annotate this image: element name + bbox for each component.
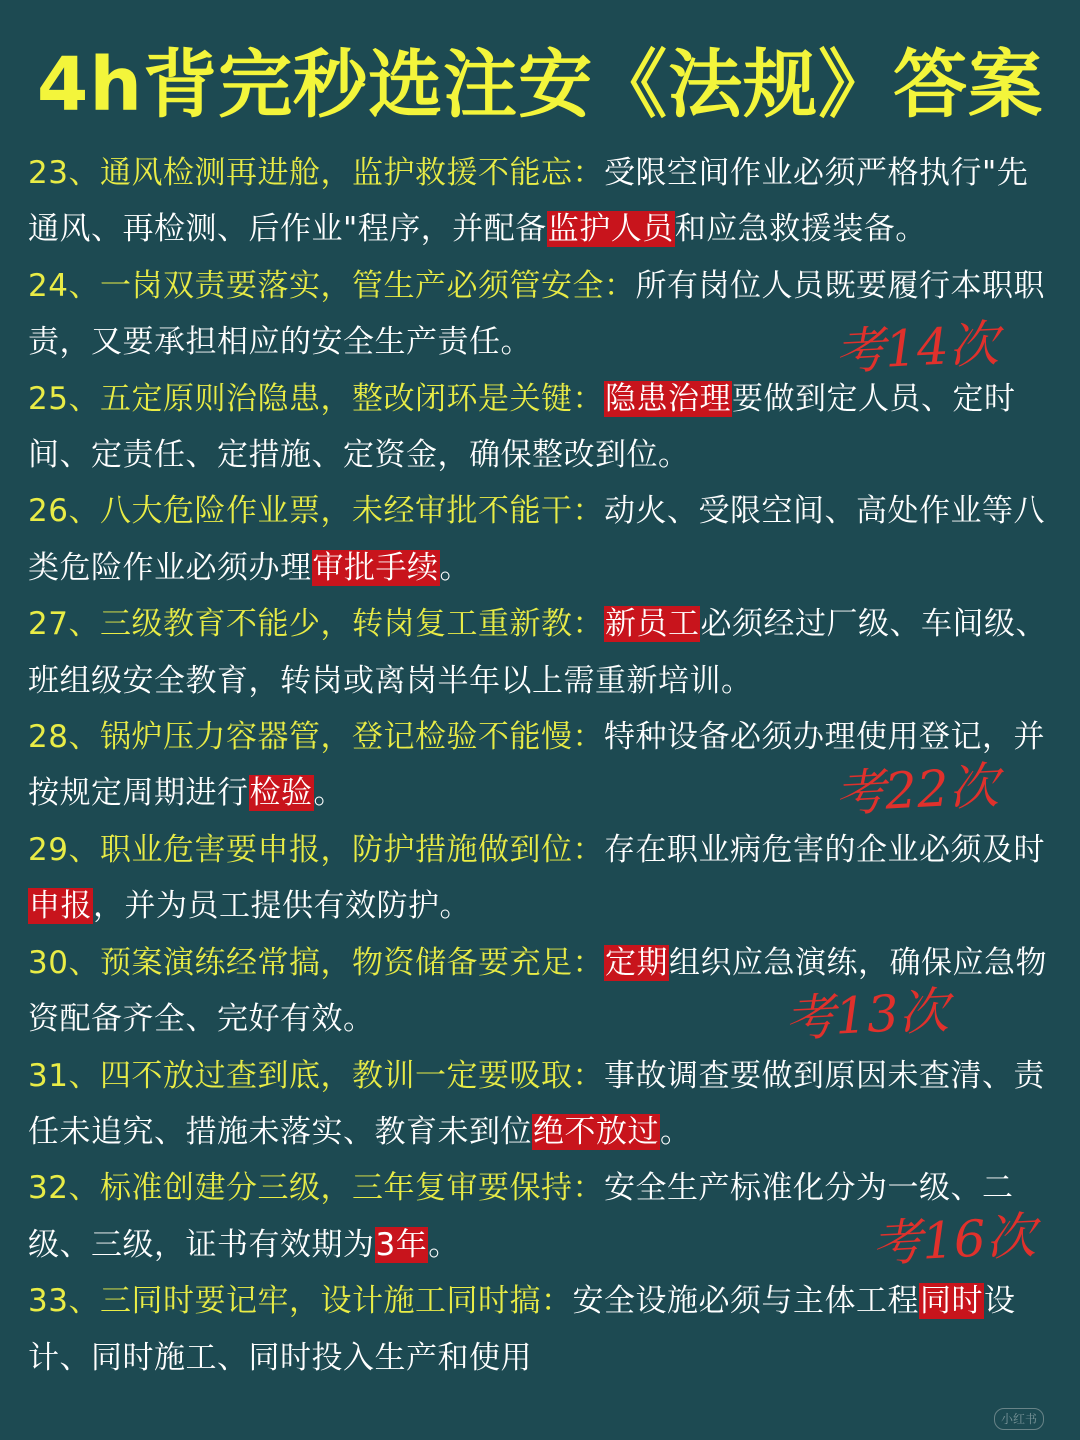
handwritten-note: 考16次 <box>870 1206 1038 1274</box>
item-text-after: 设计、同时施工、同时投入生产和使用 <box>28 1283 1016 1376</box>
handwritten-note: 考14次 <box>833 314 1001 382</box>
item-key: 29、职业危害要申报，防护措施做到位： <box>28 831 604 868</box>
item-highlight: 绝不放过 <box>533 1113 659 1150</box>
item-text: 安全设施必须与主体工程 <box>572 1283 919 1320</box>
list-item <box>28 483 1052 596</box>
item-text-after: 和应急救援装备。 <box>674 211 927 248</box>
item-text-after: 。 <box>660 1113 692 1150</box>
item-key: 28、锅炉压力容器管，登记检验不能慢： <box>28 719 604 756</box>
item-text-after: 。 <box>428 1226 460 1263</box>
item-key: 25、五定原则治隐患，整改闭环是关键： <box>28 380 604 417</box>
item-text: 受限空间作业必须严格执行"先通风、再检测、后作业"程序，并配备 <box>28 155 1029 248</box>
item-text-after: 组织应急演练，确保应急物资配备齐全、完好有效。 <box>28 944 1047 1038</box>
handwritten-note: 考22次 <box>833 756 1001 824</box>
list-item <box>28 822 1052 935</box>
item-highlight: 3年 <box>375 1226 428 1263</box>
handwritten-note: 考13次 <box>783 981 951 1049</box>
item-text: 安全生产标准化分为一级、二级、三级，证书有效期为 <box>28 1170 1014 1263</box>
list-item <box>28 596 1052 709</box>
item-key: 33、三同时要记牢，设计施工同时搞： <box>28 1283 573 1320</box>
item-highlight: 同时 <box>919 1283 983 1320</box>
item-highlight: 隐患治理 <box>604 380 731 417</box>
item-highlight: 审批手续 <box>312 549 439 586</box>
item-key: 30、预案演练经常搞，物资储备要充足： <box>28 944 604 981</box>
item-text-after: 。 <box>313 775 345 812</box>
item-text: 所有岗位人员既要履行本职职责，又要承担相应的安全生产责任。 <box>28 267 1045 361</box>
item-highlight: 检验 <box>249 775 313 812</box>
page-title: 4h背完秒选注安《法规》答案 <box>36 42 1044 128</box>
item-text-after: 要做到定人员、定时间、定责任、定措施、定资金，确保整改到位。 <box>28 380 1016 474</box>
item-key: 32、标准创建分三级，三年复审要保持： <box>28 1170 604 1207</box>
item-text: 事故调查要做到原因未查清、责任未追究、措施未落实、教育未到位 <box>28 1057 1045 1150</box>
list-item <box>28 371 1052 484</box>
item-text: 动火、受限空间、高处作业等八类危险作业必须办理 <box>28 493 1045 586</box>
list-item <box>28 145 1052 258</box>
item-highlight: 申报 <box>29 888 92 925</box>
item-text-after: 。 <box>439 549 471 586</box>
item-highlight: 定期 <box>604 944 668 981</box>
list-item <box>28 1273 1052 1386</box>
item-key: 27、三级教育不能少，转岗复工重新教： <box>28 606 604 643</box>
list-item <box>28 1048 1052 1161</box>
item-text-after: ，并为员工提供有效防护。 <box>93 888 471 925</box>
item-key: 23、通风检测再进舱，监护救援不能忘： <box>28 155 604 191</box>
item-key: 26、八大危险作业票，未经审批不能干： <box>28 493 604 530</box>
item-key: 31、四不放过查到底，教训一定要吸取： <box>28 1057 604 1094</box>
watermark-logo: 小红书 <box>994 1408 1044 1430</box>
item-highlight: 监护人员 <box>547 211 674 248</box>
item-highlight: 新员工 <box>604 606 700 643</box>
item-text: 存在职业病危害的企业必须及时 <box>603 831 1045 868</box>
item-text: 特种设备必须办理使用登记，并按规定周期进行 <box>28 719 1045 812</box>
item-text-after: 必须经过厂级、车间级、班组级安全教育，转岗或离岗半年以上需重新培训。 <box>28 606 1047 699</box>
item-key: 24、一岗双责要落实，管生产必须管安全： <box>28 267 636 304</box>
